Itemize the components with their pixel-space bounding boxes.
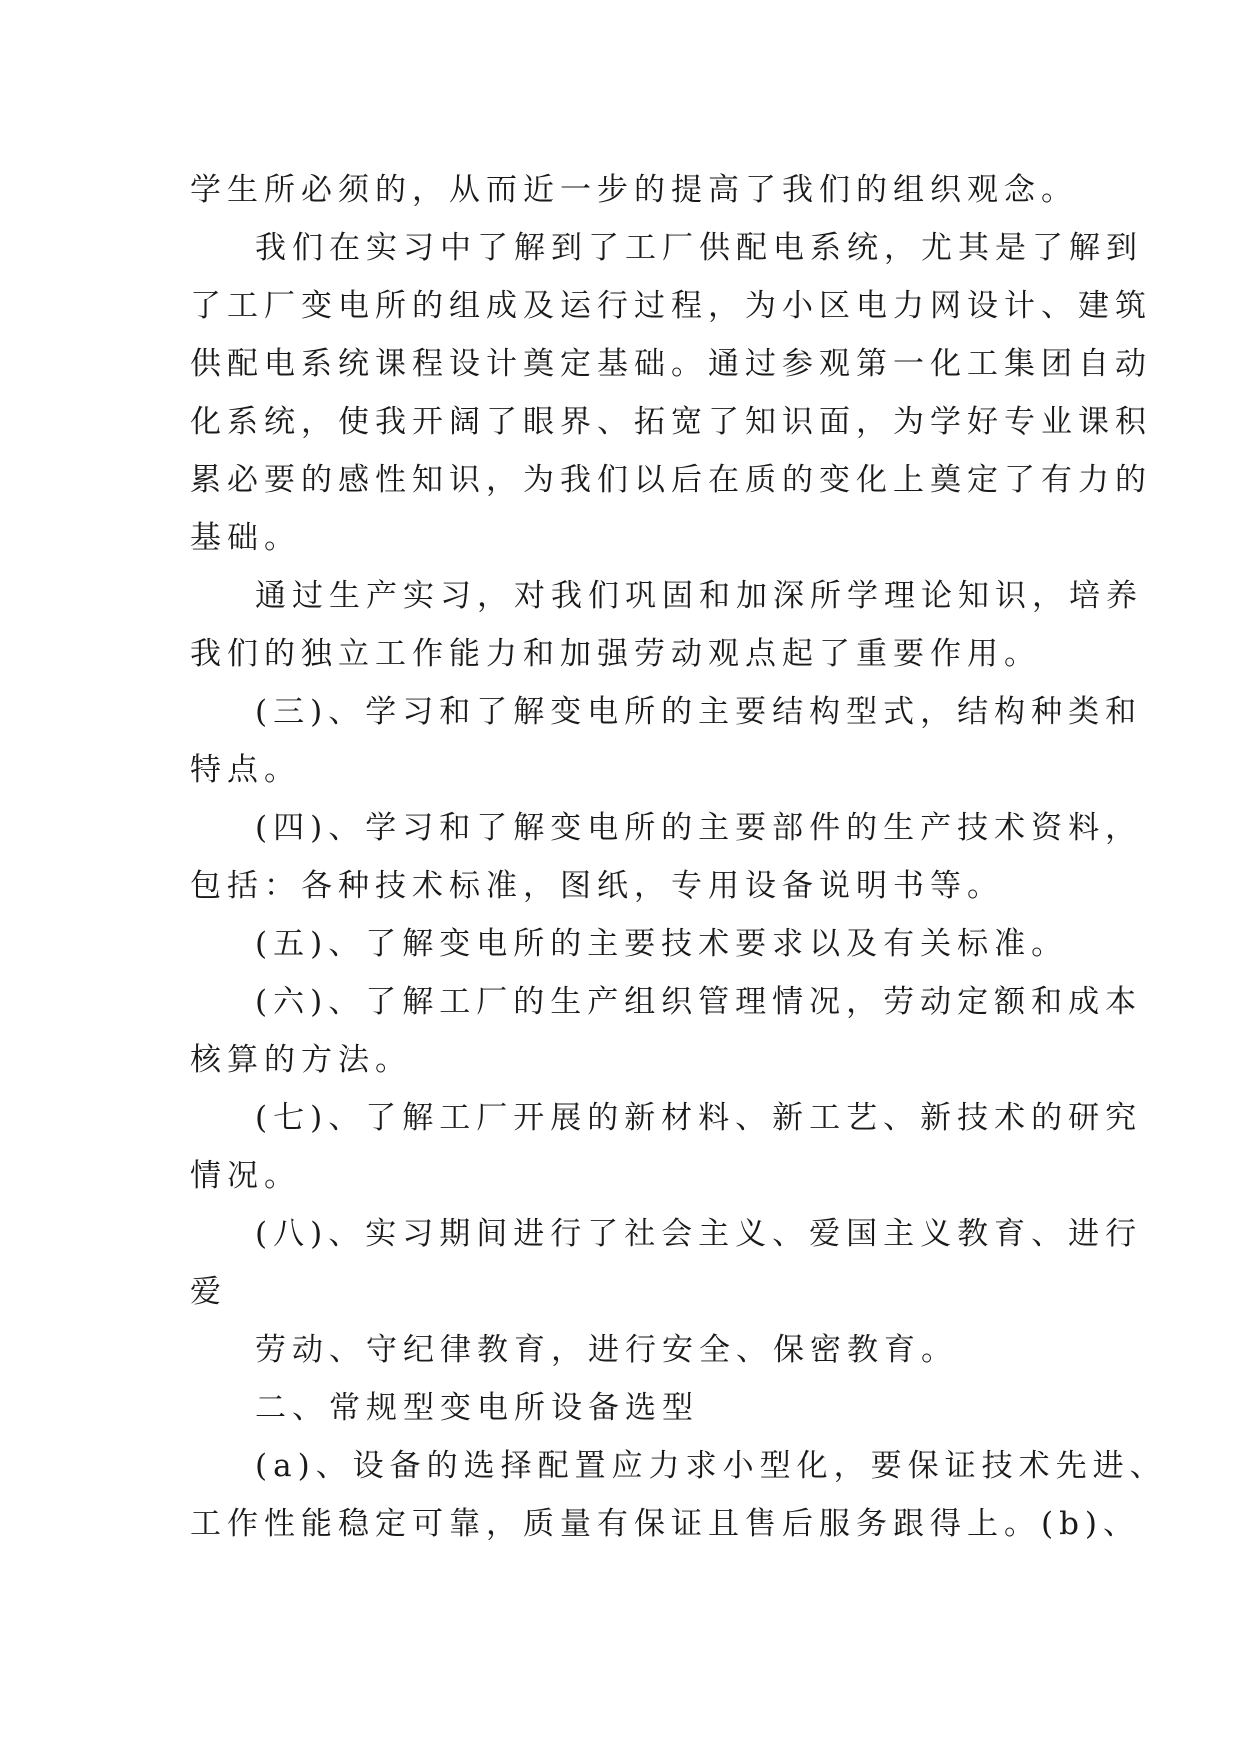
text-line-24: 工作性能稳定可靠，质量有保证且售后服务跟得上。(b)、 <box>190 1506 1141 1542</box>
text-line-5: 化系统，使我开阔了眼界、拓宽了知识面，为学好专业课积 <box>190 404 1152 440</box>
text-line-21: 劳动、守纪律教育，进行安全、保密教育。 <box>255 1332 958 1368</box>
text-line-7: 基础。 <box>190 520 301 556</box>
text-line-1: 学生所必须的，从而近一步的提高了我们的组织观念。 <box>190 172 1078 208</box>
text-line-17: (七)、了解工厂开展的新材料、新工艺、新技术的研究 <box>255 1100 1143 1136</box>
text-line-19: (八)、实习期间进行了社会主义、爱国主义教育、进行 <box>255 1216 1143 1252</box>
text-line-12: (四)、学习和了解变电所的主要部件的生产技术资料， <box>255 810 1143 846</box>
text-line-4: 供配电系统课程设计奠定基础。通过参观第一化工集团自动 <box>190 346 1152 382</box>
text-line-23: (a)、设备的选择配置应力求小型化，要保证技术先进、 <box>255 1448 1167 1484</box>
text-line-15: (六)、了解工厂的生产组织管理情况，劳动定额和成本 <box>255 984 1143 1020</box>
text-line-2: 我们在实习中了解到了工厂供配电系统，尤其是了解到 <box>255 230 1143 266</box>
text-line-8: 通过生产实习，对我们巩固和加深所学理论知识，培养 <box>255 578 1143 614</box>
text-line-22: 二、常规型变电所设备选型 <box>255 1390 699 1426</box>
text-line-11: 特点。 <box>190 752 301 788</box>
text-line-18: 情况。 <box>190 1158 301 1194</box>
text-line-9: 我们的独立工作能力和加强劳动观点起了重要作用。 <box>190 636 1041 672</box>
text-line-3: 了工厂变电所的组成及运行过程，为小区电力网设计、建筑 <box>190 288 1152 324</box>
text-line-16: 核算的方法。 <box>190 1042 412 1078</box>
text-line-6: 累必要的感性知识，为我们以后在质的变化上奠定了有力的 <box>190 462 1152 498</box>
text-line-20: 爱 <box>190 1274 227 1310</box>
text-line-10: (三)、学习和了解变电所的主要结构型式，结构种类和 <box>255 694 1143 730</box>
text-line-13: 包括：各种技术标准，图纸，专用设备说明书等。 <box>190 868 1004 904</box>
text-line-14: (五)、了解变电所的主要技术要求以及有关标准。 <box>255 926 1069 962</box>
